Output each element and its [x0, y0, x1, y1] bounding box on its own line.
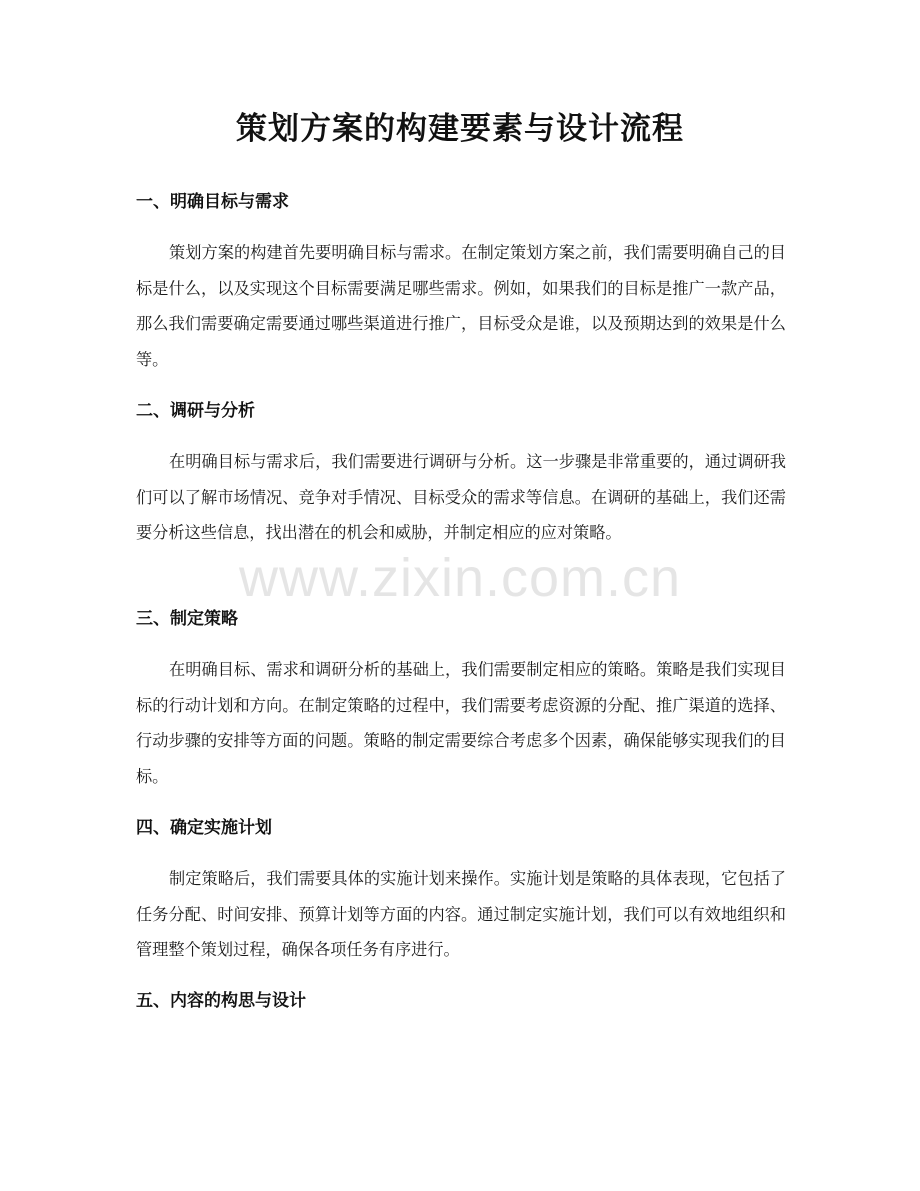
section-heading-1: 一、明确目标与需求	[136, 192, 289, 212]
document-title: 策划方案的构建要素与设计流程	[236, 111, 684, 147]
section-paragraph-1: 策划方案的构建首先要明确目标与需求。在制定策划方案之前，我们需要明确自己的目标是什么，以及实现这个目标需要满足哪些需求。例如，如果我们的目标是推广一款产品，那么我们需要确定需要通过哪些渠道进行推广，目标受众是谁，以及预期达到的效果是什么等。	[136, 243, 786, 369]
section-heading-4: 四、确定实施计划	[136, 818, 272, 838]
section-paragraph-2: 在明确目标与需求后，我们需要进行调研与分析。这一步骤是非常重要的，通过调研我们可以了解市场情况、竞争对手情况、目标受众的需求等信息。在调研的基础上，我们还需要分析这些信息，找出潜在的机会和威胁，并制定相应的应对策略。	[136, 452, 786, 542]
watermark: www.zixin.com.cn	[238, 548, 682, 608]
section-paragraph-3: 在明确目标、需求和调研分析的基础上，我们需要制定相应的策略。策略是我们实现目标的行动计划和方向。在制定策略的过程中，我们需要考虑资源的分配、推广渠道的选择、行动步骤的安排等方面的问题。策略的制定需要综合考虑多个因素，确保能够实现我们的目标。	[136, 660, 786, 786]
section-paragraph-4: 制定策略后，我们需要具体的实施计划来操作。实施计划是策略的具体表现，它包括了任务分配、时间安排、预算计划等方面的内容。通过制定实施计划，我们可以有效地组织和管理整个策划过程，确保各项任务有序进行。	[136, 869, 786, 959]
section-heading-2: 二、调研与分析	[136, 401, 255, 421]
section-heading-5: 五、内容的构思与设计	[136, 991, 306, 1011]
section-heading-3: 三、制定策略	[136, 609, 238, 629]
